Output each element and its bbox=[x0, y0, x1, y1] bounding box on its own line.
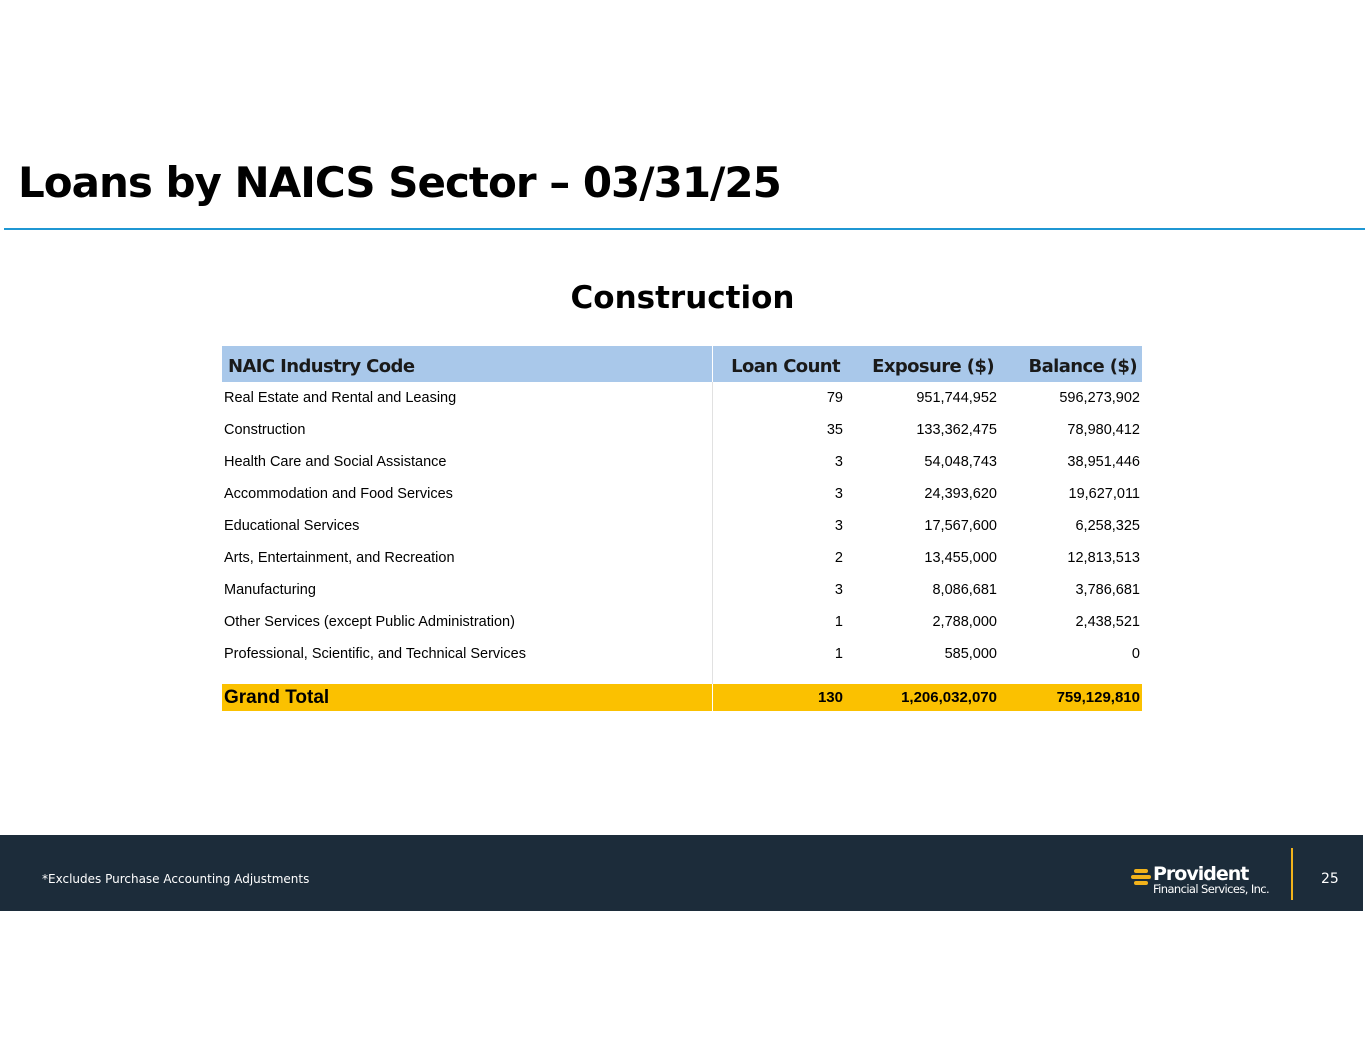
spacer-row bbox=[222, 670, 1142, 684]
balance-value: 19,627,011 bbox=[1068, 486, 1140, 502]
exposure-value: 8,086,681 bbox=[932, 582, 997, 598]
table-row bbox=[222, 638, 1142, 670]
balance-value: 6,258,325 bbox=[1075, 518, 1140, 534]
table-row bbox=[222, 574, 1142, 606]
loan-count: 3 bbox=[834, 518, 843, 534]
column-header-exposure: Exposure ($) bbox=[845, 346, 999, 382]
loan-count: 3 bbox=[834, 454, 843, 470]
exposure-value: 585,000 bbox=[944, 646, 997, 662]
industry-name: Educational Services bbox=[222, 510, 712, 542]
column-header-industry: NAIC Industry Code bbox=[222, 346, 712, 382]
loan-count: 1 bbox=[834, 614, 843, 630]
footer-bar bbox=[0, 835, 1363, 911]
industry-name: Arts, Entertainment, and Recreation bbox=[222, 542, 712, 574]
page-title: Loans by NAICS Sector – 03/31/25 bbox=[18, 158, 781, 207]
exposure-value: 24,393,620 bbox=[924, 486, 997, 502]
balance-value: 12,813,513 bbox=[1067, 550, 1140, 566]
logo-tagline: Financial Services, Inc. bbox=[1153, 882, 1270, 896]
table-row bbox=[222, 414, 1142, 446]
exposure-value: 951,744,952 bbox=[916, 390, 997, 406]
loan-count: 3 bbox=[834, 486, 843, 502]
provident-mark-icon bbox=[1131, 869, 1151, 886]
industry-name: Real Estate and Rental and Leasing bbox=[222, 382, 712, 414]
table-row bbox=[222, 510, 1142, 542]
exposure-value: 133,362,475 bbox=[916, 422, 997, 438]
footer-divider bbox=[1291, 848, 1293, 900]
table-row bbox=[222, 382, 1142, 414]
table-row bbox=[222, 606, 1142, 638]
exposure-value: 13,455,000 bbox=[924, 550, 997, 566]
exposure-value: 54,048,743 bbox=[924, 454, 997, 470]
loan-count: 1 bbox=[834, 646, 843, 662]
balance-value: 596,273,902 bbox=[1059, 390, 1140, 406]
exposure-value: 17,567,600 bbox=[924, 518, 997, 534]
total-exposure: 1,206,032,070 bbox=[845, 684, 999, 711]
title-divider bbox=[4, 228, 1365, 230]
table-row bbox=[222, 542, 1142, 574]
loan-count: 3 bbox=[834, 582, 843, 598]
page-number: 25 bbox=[1321, 871, 1339, 887]
loan-count: 2 bbox=[834, 550, 843, 566]
balance-value: 38,951,446 bbox=[1067, 454, 1140, 470]
exposure-value: 2,788,000 bbox=[932, 614, 997, 630]
industry-name: Manufacturing bbox=[222, 574, 712, 606]
footnote: *Excludes Purchase Accounting Adjustments bbox=[42, 872, 310, 886]
table-header-row bbox=[222, 346, 1142, 382]
industry-name: Health Care and Social Assistance bbox=[222, 446, 712, 478]
industry-name: Accommodation and Food Services bbox=[222, 478, 712, 510]
industry-name: Construction bbox=[222, 414, 712, 446]
table-row bbox=[222, 478, 1142, 510]
column-header-balance: Balance ($) bbox=[999, 346, 1142, 382]
balance-value: 2,438,521 bbox=[1075, 614, 1140, 630]
logo-wordmark: Provident bbox=[1153, 863, 1249, 885]
balance-value: 0 bbox=[1131, 646, 1140, 662]
total-balance: 759,129,810 bbox=[999, 684, 1142, 711]
section-subtitle: Construction bbox=[570, 280, 795, 316]
industry-name: Other Services (except Public Administration) bbox=[222, 606, 712, 638]
naics-loans-table bbox=[222, 346, 1142, 711]
column-header-loan-count: Loan Count bbox=[712, 346, 845, 382]
total-loan-count: 130 bbox=[712, 684, 845, 711]
grand-total-row bbox=[222, 684, 1142, 711]
industry-name: Professional, Scientific, and Technical Services bbox=[222, 638, 712, 670]
loan-count: 79 bbox=[826, 390, 843, 406]
balance-value: 3,786,681 bbox=[1075, 582, 1140, 598]
loan-count: 35 bbox=[826, 422, 843, 438]
balance-value: 78,980,412 bbox=[1067, 422, 1140, 438]
table-row bbox=[222, 446, 1142, 478]
grand-total-label: Grand Total bbox=[222, 684, 712, 711]
